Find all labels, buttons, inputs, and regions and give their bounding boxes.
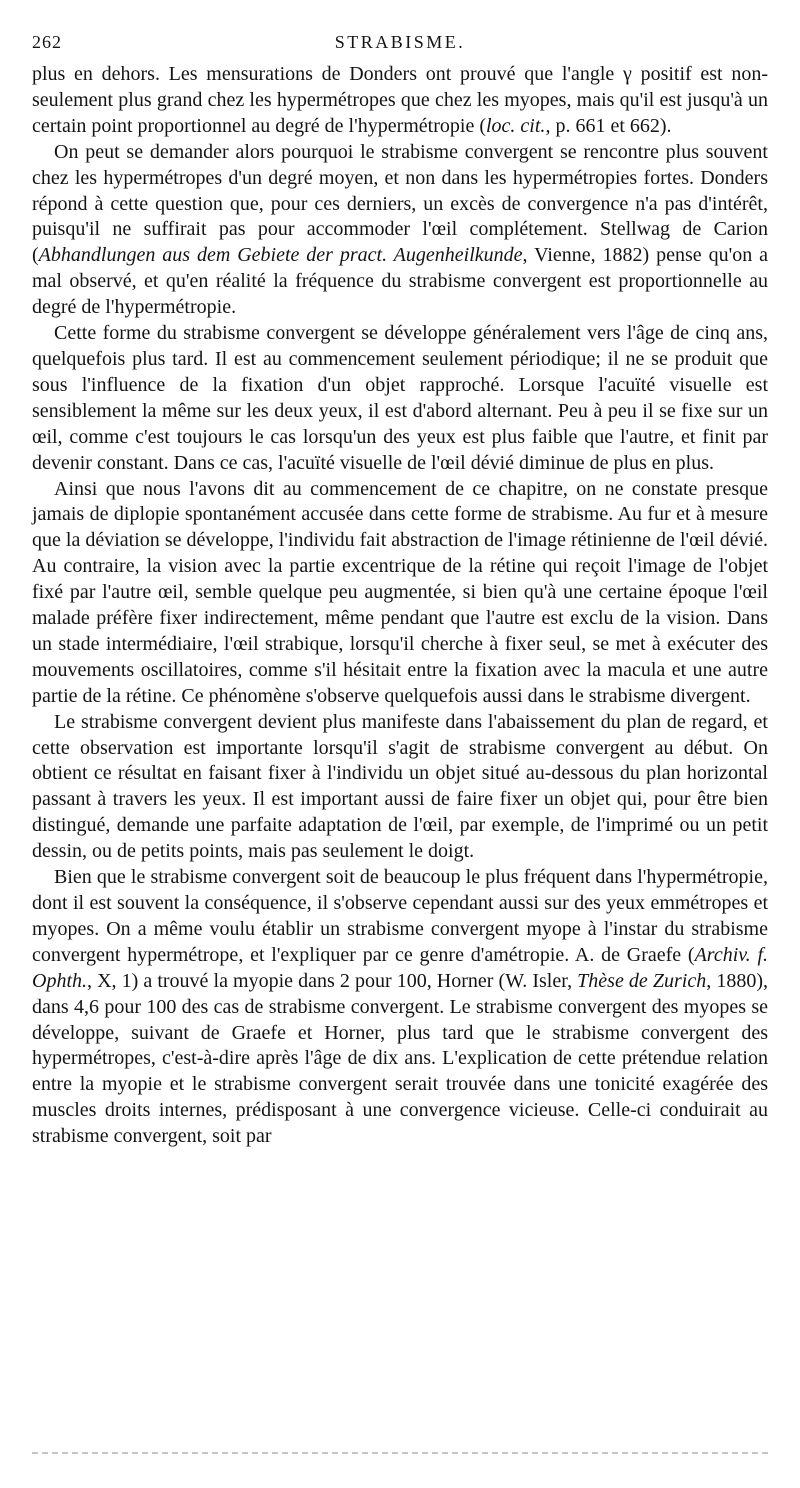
paragraph bbox=[32, 865, 768, 1150]
paragraph bbox=[32, 710, 768, 865]
paragraph bbox=[32, 140, 768, 321]
text-segment: On peut se demander alors pourquoi le strabisme convergent se rencontre plus souvent chez les hypermétropes d'un degré moyen, et non dans les hypermétropies fortes. Donders répond à cette question que, pour ces derniers, un excès de convergence n'a pas d'intérêt, puisqu'il ne suffirait pas pour accommoder l'œil complétement. Stellwag de Carion ( bbox=[32, 140, 768, 267]
italic-citation: Archiv. f. Ophth. bbox=[32, 943, 768, 992]
document-page bbox=[32, 24, 768, 1150]
text-segment: Cette forme du strabisme convergent se développe généralement vers l'âge de cinq ans, quelquefois plus tard. Il est au commencement seulement périodique; il ne se produit que sous l'influence de la fixation d'un objet rapproché. Lorsque l'acuïté visuelle est sensiblement la même sur les deux yeux, il est d'abord alternant. Peu à peu il se fixe sur un œil, comme c'est toujours le cas lorsqu'un des yeux est plus faible que l'autre, et finit par devenir constant. Dans ce cas, l'acuïté visuelle de l'œil dévié diminue de plus en plus. bbox=[32, 322, 768, 474]
paragraph bbox=[32, 477, 768, 710]
italic-citation: loc. cit. bbox=[486, 114, 546, 137]
italic-citation: Thèse de Zurich bbox=[577, 969, 707, 992]
text-segment: plus en dehors. Les mensurations de Donders ont prouvé que l'angle γ positif est non-seulement plus grand chez les hypermétropes que chez les myopes, mais qu'il est jusqu'à un certain point proportionnel au degré de l'hypermétropie ( bbox=[32, 63, 768, 137]
paragraph bbox=[32, 321, 768, 476]
page-header bbox=[32, 24, 768, 54]
text-segment: , 1880), dans 4,6 pour 100 des cas de strabisme convergent. Le strabisme convergent des myopes se développe, suivant de Graefe et Horner, plus tard que le strabisme convergent des hypermétropes, c'est-à-dire après l'âge de dix ans. L'explication de cette prétendue relation entre la myopie et le strabisme convergent serait trouvée dans une tonicité exagérée des muscles droits internes, prédisposant à une convergence vicieuse. Celle-ci conduirait au strabisme convergent, soit par bbox=[32, 969, 768, 1148]
text-segment: Le strabisme convergent devient plus manifeste dans l'abaissement du plan de regard, et cette observation est importante lorsqu'il s'agit de strabisme convergent au début. On obtient ce résultat en faisant fixer à l'individu un objet situé au-dessous du plan horizontal passant à travers les yeux. Il est important aussi de faire fixer un objet qui, pour être bien distingué, demande une parfaite adaptation de l'œil, par exemple, de l'imprimé ou un petit dessin, ou de petits points, mais pas seulement le doigt. bbox=[32, 710, 768, 863]
running-title: STRABISME. bbox=[334, 32, 466, 52]
italic-citation: Abhandlungen aus dem Gebiete der pract. Augenheilkunde bbox=[38, 244, 523, 267]
text-segment: Ainsi que nous l'avons dit au commencement de ce chapitre, on ne constate presque jamais de diplopie spontanément accusée dans cette forme de strabisme. Au fur et à mesure que la déviation se développe, l'individu fait abstraction de l'image rétinienne de l'œil dévié. Au contraire, la vision avec la partie excentrique de la rétine qui reçoit l'image de l'objet fixé par l'autre œil, semble quelque peu augmentée, si bien qu'à une certaine époque l'œil malade préfère fixer indirectement, même pendant que l'autre est exclu de la vision. Dans un stade intermédiaire, l'œil strabique, lorsqu'il cherche à fixer seul, se met à exécuter des mouvements oscillatoires, comme s'il hésitait entre la fixation avec la macula et une autre partie de la rétine. Ce phénomène s'observe quelquefois aussi dans le strabisme divergent. bbox=[32, 477, 768, 707]
body-text bbox=[32, 62, 768, 1150]
paragraph-continuation bbox=[32, 62, 768, 140]
text-segment: Bien que le strabisme convergent soit de beaucoup le plus fréquent dans l'hypermétropie, dont il est souvent la conséquence, il s'observe cependant aussi sur des yeux emmétropes et myopes. On a même voulu établir un strabisme convergent myope à l'instar du strabisme convergent hypermétrope, et l'expliquer par ce genre d'amétropie. A. de Graefe ( bbox=[32, 866, 768, 966]
page-number: 262 bbox=[32, 32, 62, 52]
footer-rule bbox=[32, 1452, 768, 1454]
text-segment: , p. 661 et 662). bbox=[545, 114, 672, 137]
text-segment: , Vienne, 1882) pense qu'on a mal observé, et qu'en réalité la fréquence du strabisme convergent est proportionnelle au degré de l'hypermétropie. bbox=[32, 244, 769, 319]
text-segment: , X, 1) a trouvé la myopie dans 2 pour 100, Horner (W. Isler, bbox=[87, 969, 578, 992]
